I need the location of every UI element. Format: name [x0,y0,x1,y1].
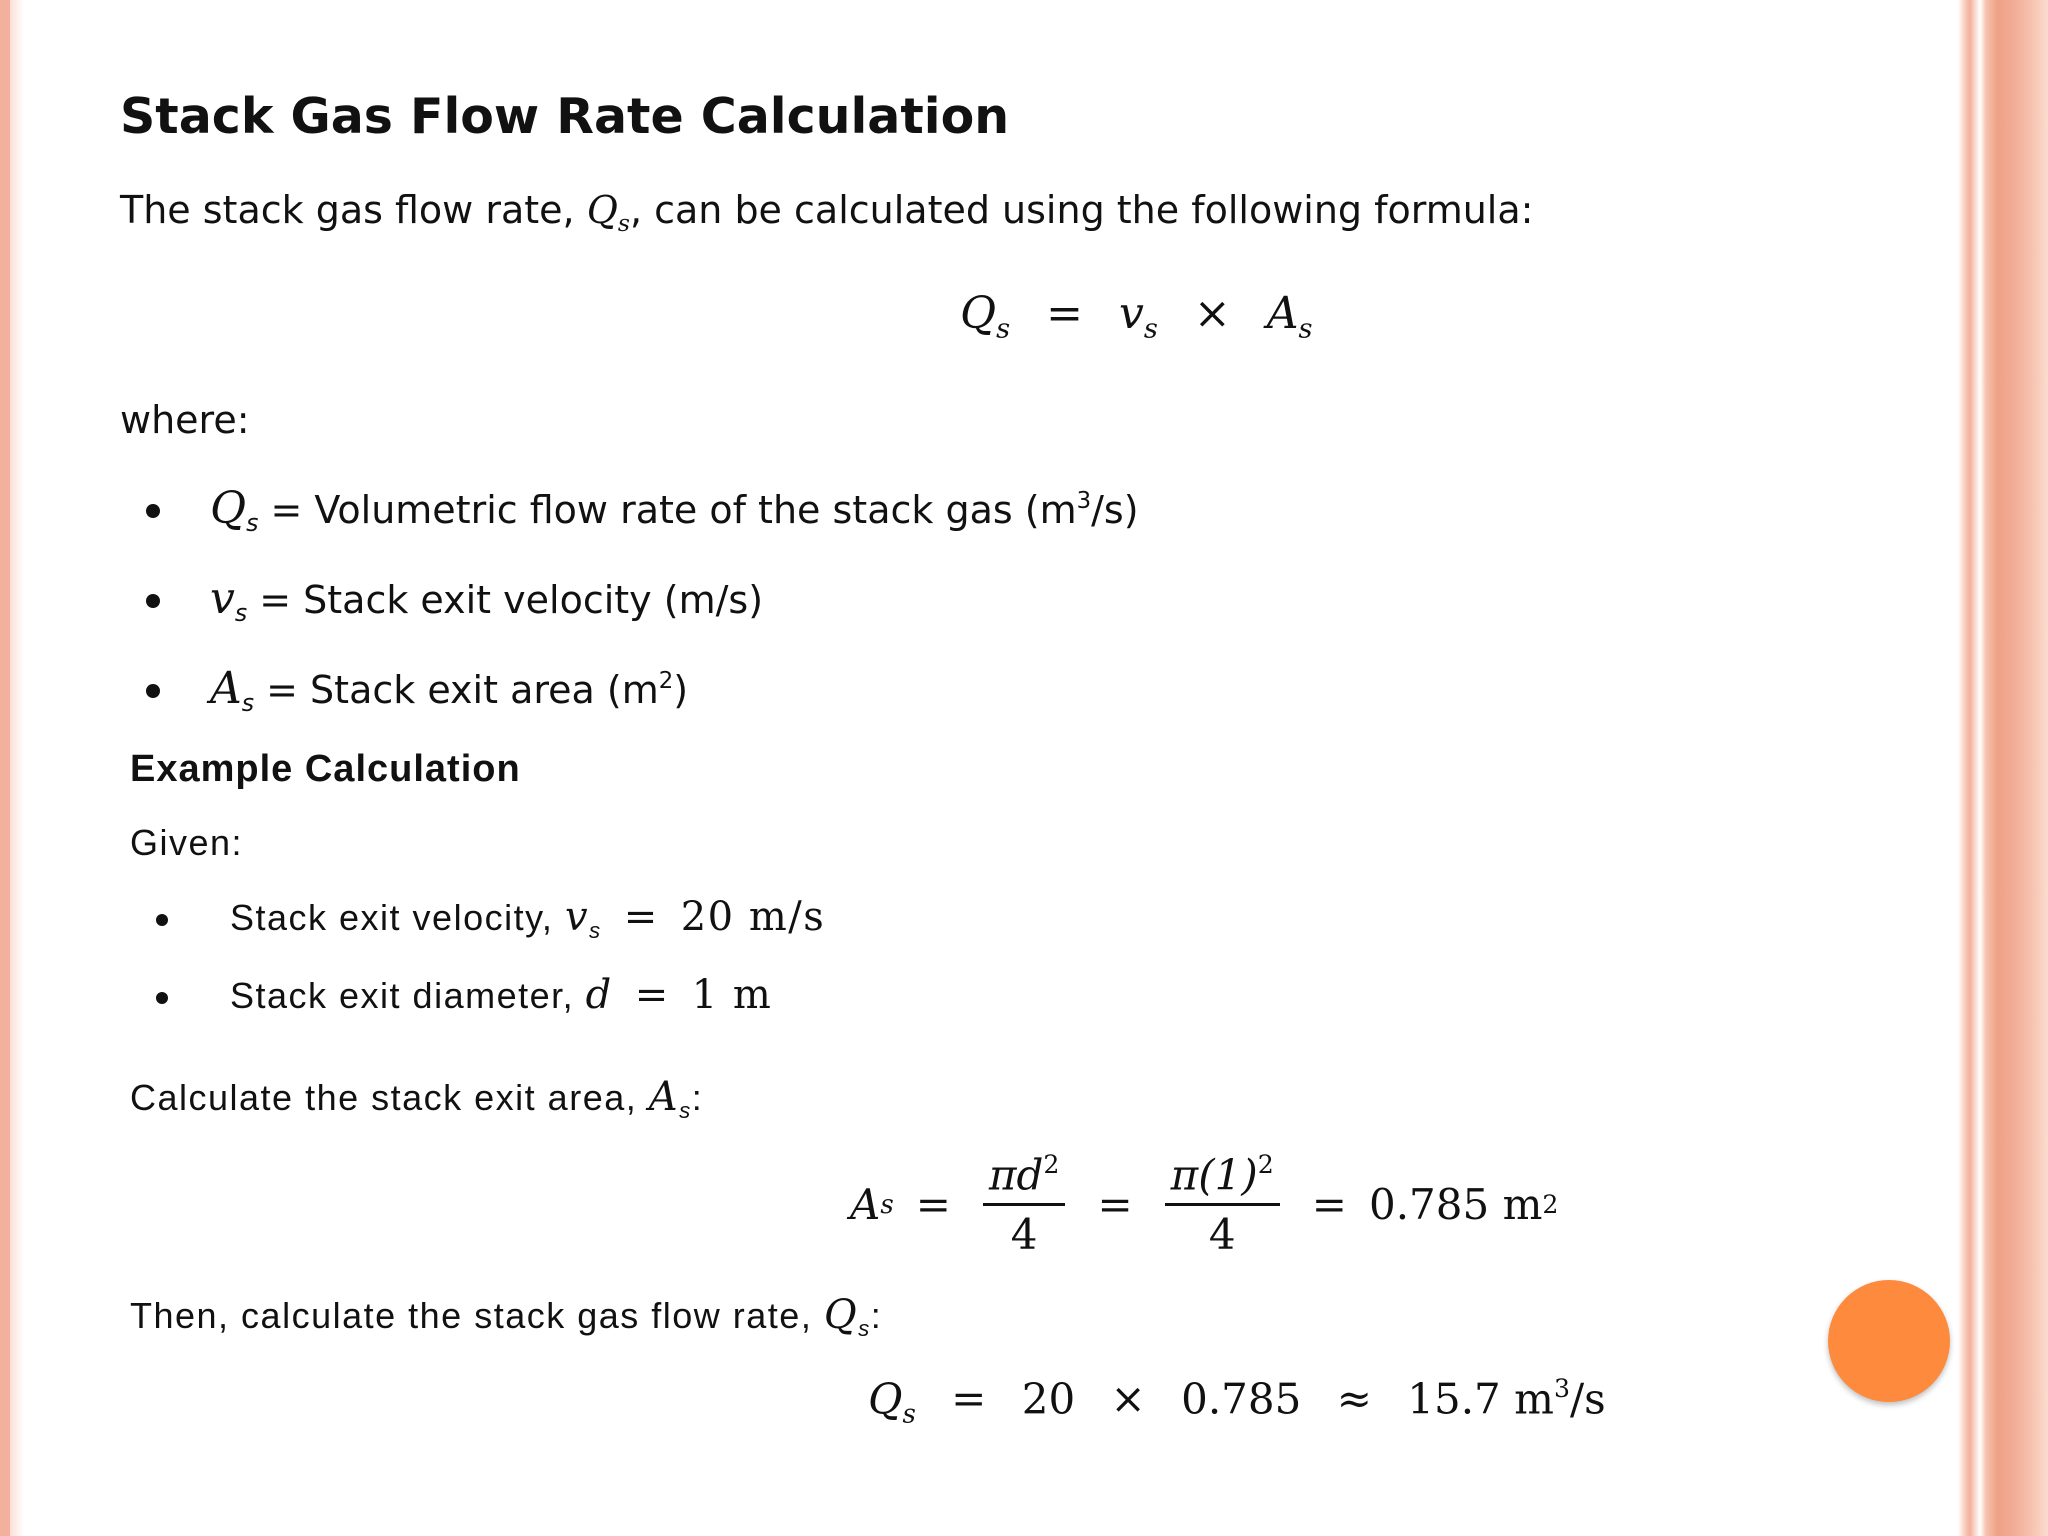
given-item: Stack exit velocity, $v_s = 20$ m/s [230,894,826,943]
flow-prompt: Then, calculate the stack gas flow rate, $Q_s$: [130,1292,883,1341]
bullet-dot [156,992,168,1004]
area-prompt: Calculate the stack exit area, $A_s$: [130,1074,704,1123]
page-title: Stack Gas Flow Rate Calculation [120,88,1010,145]
main-formula: $Q_s = v_s \times A_s$ [960,288,1313,345]
definition-item: $Q_s$ = Volumetric flow rate of the stack gas $(m^3/s)$ [210,483,1139,538]
intro-paragraph: The stack gas flow rate, $Q_s$, can be calculated using the following formula: [120,188,1534,238]
where-label: where: [120,398,250,442]
bullet-dot [146,594,160,608]
fraction: $\frac{\pi(1)^2}{4}$ [1165,1150,1280,1259]
bullet-dot [146,684,160,698]
orange-circle-button[interactable] [1828,1280,1950,1402]
fraction: $\frac{\pi d^2}{4}$ [983,1150,1066,1259]
example-heading: Example Calculation [130,748,521,790]
definition-item: $v_s$ = Stack exit velocity (m/s) [210,573,764,628]
given-item: Stack exit diameter, d = 1 m [230,972,773,1018]
definition-item: $A_s$ = Stack exit area $(m^2)$ [210,663,689,718]
bullet-dot [146,504,160,518]
qs-symbol: $Q_s$ [586,188,630,238]
slide-frame-right [1958,0,2048,1536]
area-equation: A s = $\frac{\pi d^2}{4}$ = $\frac{\pi(1)^2}{4}$ = 0.785 m 2 [850,1150,1559,1260]
given-label: Given: [130,822,244,863]
flow-equation: $Q_s = 20 \times 0.785 \approx 15.7$ $m^3/s$ [868,1374,1606,1430]
bullet-dot [156,914,168,926]
